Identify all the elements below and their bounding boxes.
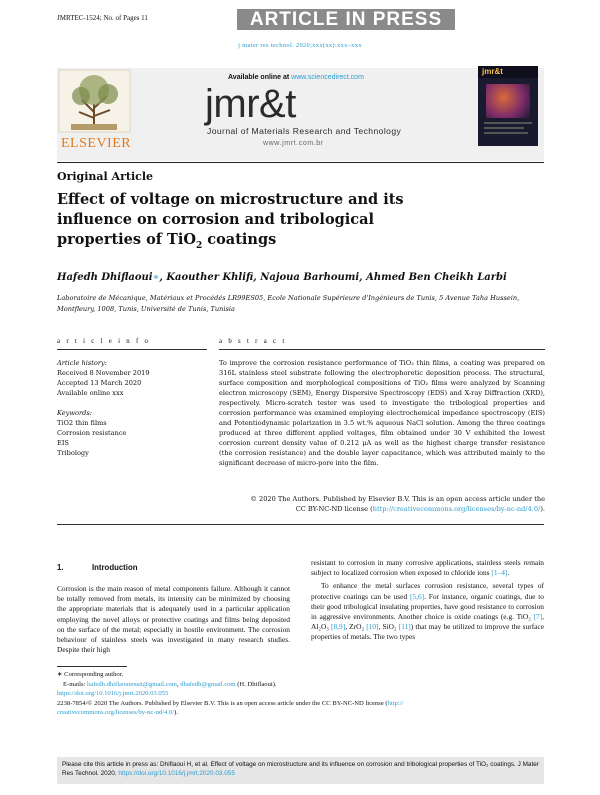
section-title: Introduction <box>92 563 138 572</box>
email-link[interactable]: hafedh.dhiflaouiensit@gmail.com <box>87 680 177 688</box>
page-header <box>0 0 600 30</box>
article-info-rule <box>57 349 207 350</box>
intro-paragraph-2: resistant to corrosion in many corrosive applications, stainless steels remain subject to localized corrosion when exposed to chloride ions [1–4]. <box>311 558 544 578</box>
footnotes <box>57 670 544 718</box>
body-column-right <box>311 558 544 646</box>
article-info-heading: a r t i c l e i n f o <box>57 338 151 345</box>
keyword-item: Corrosion resistance <box>57 429 127 437</box>
section-heading-introduction <box>57 563 137 572</box>
online-date: Available online xxx <box>57 389 124 397</box>
license-line: 2238-7854/© 2020 The Authors. Published by Elsevier B.V. This is an open access article under the CC BY-NC-ND license (http:// creativecommons.org/licenses/by-nc-nd/4.0/). <box>57 699 404 717</box>
abstract-rule <box>219 349 545 350</box>
available-prefix: Available online at <box>228 74 290 81</box>
email-line: E-mails: hafedh.dhiflaouiensit@gmail.com, dhafedh@gmail.com (H. Dhiflaoui). <box>63 680 277 688</box>
doi-link[interactable]: https://doi.org/10.1016/j.jmrt.2020.03.055 <box>118 770 235 777</box>
corresponding-author-note: ∗ Corresponding author. <box>57 671 124 678</box>
author-list <box>57 272 507 283</box>
keyword-item: TiO2 thin films <box>57 419 107 427</box>
manuscript-id: JMRTEC-1524; No. of Pages 11 <box>57 14 148 22</box>
accepted-date: Accepted 13 March 2020 <box>57 379 142 387</box>
corresponding-star-icon[interactable]: ∗ <box>152 272 160 283</box>
section-number: 1. <box>57 563 64 572</box>
license-link[interactable]: creativecommons.org/licenses/by-nc-nd/4.0/ <box>57 709 175 717</box>
citation-link[interactable]: [8,9] <box>331 622 346 632</box>
license-link[interactable]: http://creativecommons.org/licenses/by-nc-nd/4.0/ <box>372 505 541 513</box>
keywords-label: Keywords: <box>57 409 92 417</box>
citation-link[interactable]: [10] <box>366 622 379 632</box>
journal-full-name: Journal of Materials Research and Technology <box>207 126 402 136</box>
article-type: Original Article <box>57 170 154 183</box>
intro-paragraph-1: Corrosion is the main reason of metal components failure. Although it cannot be totally removed from metals, its intensity can be minimized by choosing the appropriate materials that is adequately used in a particular application employing the novel alloys or protective coatings and films being deposited on the surface of the metal; especially in hostile environment. The corrosion behaviour of stainless steels was investigated in many research studies. Despite their high <box>57 584 290 655</box>
journal-citation-line: j mater res technol. 2020;xxx(xx):xxx–xxx <box>238 42 362 49</box>
abstract-text: To improve the corrosion resistance performance of TiO₂ thin films, a coating was prepared on 316L stainless steel substrate following the electrophoretic deposition process. The structural, surface composition and morphological compositions of TiO₂ films were analyzed by Scanning electron microscopy (SEM), Energy Dispersive Spectroscopy (EDS) and X-ray Diffraction (XRD), respectively. Micro-scratch tester was used to investigate the tribological properties and corrosion performance was examined employing electrochemical impedance spectroscopy (EIS) and Potentiodynamic polarization in 3.5 wt.% aqueous NaCl solution. Among the three coatings produced at three different applied voltages, film obtained under 30 V exhibited the lowest corrosion current density value of 0.212 μA as well as the highest charge transfer resistance (the corrosion resistance) and the double layer capacitance, which was attributed mainly to the significant decrease of micro-pore into the film. <box>219 359 545 467</box>
sciencedirect-link[interactable]: www.sciencedirect.com <box>291 74 364 81</box>
body-column-left <box>57 584 290 658</box>
cover-label: jmr&t <box>482 67 503 76</box>
article-title <box>57 190 417 256</box>
citation-link[interactable]: [1–4] <box>491 568 508 578</box>
journal-cover-thumbnail <box>478 66 538 146</box>
article-info <box>57 358 207 458</box>
journal-website[interactable]: www.jmrt.com.br <box>263 140 324 147</box>
author-others: , Kaouther Khlifi, Najoua Barhoumi, Ahmed Ben Cheikh Larbi <box>159 272 507 283</box>
elsevier-wordmark: ELSEVIER <box>61 136 132 151</box>
abstract-heading: a b s t r a c t <box>219 338 287 345</box>
history-label: Article history: <box>57 359 107 367</box>
keyword-item: Tribology <box>57 449 89 457</box>
title-line-2: influence on corrosion and tribological <box>57 211 374 228</box>
keyword-item: EIS <box>57 439 69 447</box>
email-link[interactable]: dhafedh@gmail.com <box>180 680 236 688</box>
citation-link[interactable]: [7] <box>533 612 543 622</box>
article-in-press-banner: ARTICLE IN PRESS <box>237 9 455 30</box>
doi-link[interactable]: https://doi.org/10.1016/j.jmrt.2020.03.055 <box>57 690 169 698</box>
intro-paragraph-3: To enhance the metal surfaces corrosion resistance, several types of protective coatings can be used [5,6]. For instance, organic coatings, due to their good tribological insulating properties, have good resistance to corrosion in aggressive environments. Another choice is oxide coatings (e.g. TiO₂ [7], Al₂O₃ [8,9], ZrO₂ [10], SiO₂ [11]) that may be utilized to improve the surface properties of metals. The two types <box>311 581 545 642</box>
citation-link[interactable]: [11] <box>398 622 411 632</box>
abstract-bottom-rule <box>57 524 544 525</box>
citation-link[interactable]: [5,6] <box>409 591 425 601</box>
available-online-line <box>228 74 364 81</box>
footnote-rule <box>57 666 127 667</box>
title-line-1: Effect of voltage on microstructure and its <box>57 191 404 208</box>
cite-this-article-box: Please cite this article in press as: Dhiflaoui H, et al. Effect of voltage on microstructure and its influence on corrosion and tribological properties of TiO₂ coatings. J Mater Res Technol. 2020. https://doi.org/10.1016/j.jmrt.2020.03.055 <box>57 757 544 784</box>
affiliation: Laboratoire de Mécanique, Matériaux et Procédés LR99ES05, Ecole Nationale Supérieure d'Ingénieurs de Tunis, 5 Avenue Taha Hussein, Montfleury, 1008, Tunis, Université de Tunis, Tunisia <box>57 294 520 313</box>
masthead-rule <box>57 162 544 163</box>
journal-brand-logo: jmr&t <box>205 82 296 126</box>
abstract-copyright: © 2020 The Authors. Published by Elsevier B.V. This is an open access article under the CC BY-NC-ND license (http://creativecommons.org/licenses/by-nc-nd/4.0/). <box>250 495 545 513</box>
license-link[interactable]: http:// <box>387 699 404 707</box>
title-line-3: properties of TiO$_2$ coatings <box>57 231 277 251</box>
author-corresponding[interactable]: Hafedh Dhiflaoui <box>57 272 153 283</box>
received-date: Received 8 November 2019 <box>57 369 150 377</box>
